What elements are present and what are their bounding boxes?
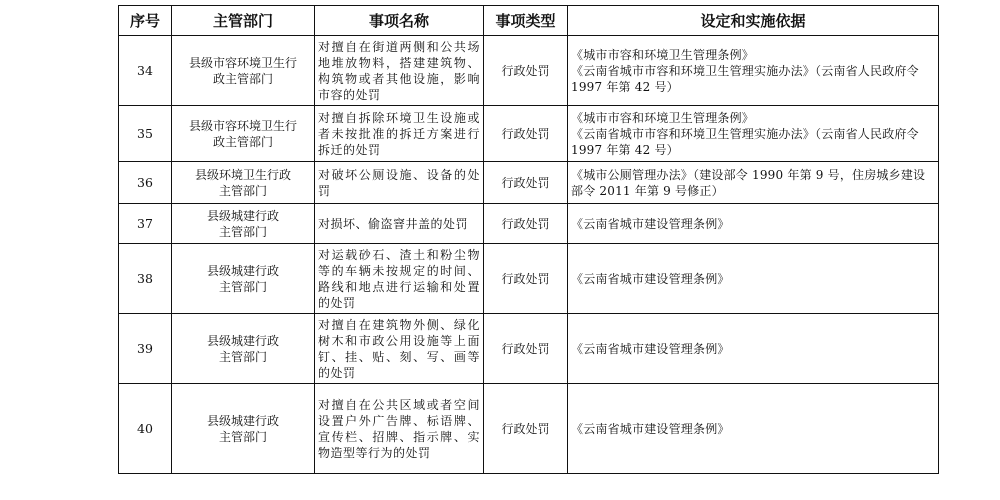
row-basis	[568, 162, 939, 204]
row-item-name: 对擅自在建筑物外侧、绿化树木和市政公用设施等上面钉、挂、贴、刻、写、画等的处罚	[315, 314, 484, 384]
header-seq: 序号	[119, 6, 172, 36]
header-dept: 主管部门	[172, 6, 315, 36]
row-basis	[568, 36, 939, 106]
row-type: 行政处罚	[484, 384, 568, 474]
basis-line: 《云南省城市建设管理条例》	[571, 271, 730, 286]
row-seq: 39	[119, 314, 172, 384]
row-basis	[568, 244, 939, 314]
row-seq: 37	[119, 204, 172, 244]
row-item-name: 对擅自在街道两侧和公共场地堆放物料，搭建建筑物、构筑物或者其他设施，影响市容的处罚	[315, 36, 484, 106]
row-type: 行政处罚	[484, 244, 568, 314]
basis-line: 《云南省城市建设管理条例》	[571, 421, 730, 436]
row-seq: 36	[119, 162, 172, 204]
row-type: 行政处罚	[484, 204, 568, 244]
row-type: 行政处罚	[484, 314, 568, 384]
basis-line: 《城市公厕管理办法》（建设部令 1990 年第 9 号，住房城乡建设部令 2011 年第 9 号修正）	[571, 167, 926, 198]
table-row	[119, 36, 939, 106]
administrative-items-table	[118, 5, 939, 474]
table-header-row	[119, 6, 939, 36]
basis-line: 《云南省城市建设管理条例》	[571, 341, 730, 356]
row-basis	[568, 204, 939, 244]
row-dept: 县级城建行政主管部门	[172, 244, 315, 314]
row-seq: 38	[119, 244, 172, 314]
row-seq: 40	[119, 384, 172, 474]
row-seq: 34	[119, 36, 172, 106]
table-row	[119, 244, 939, 314]
row-basis	[568, 384, 939, 474]
table-row	[119, 204, 939, 244]
table-row	[119, 162, 939, 204]
row-item-name: 对损坏、偷盗窨井盖的处罚	[315, 204, 484, 244]
row-dept: 县级环境卫生行政主管部门	[172, 162, 315, 204]
basis-line: 《云南省城市市容和环境卫生管理实施办法》（云南省人民政府令 1997 年第 42 号）	[571, 63, 919, 94]
header-basis: 设定和实施依据	[568, 6, 939, 36]
basis-line: 《城市市容和环境卫生管理条例》	[571, 47, 755, 62]
document-page	[118, 5, 938, 474]
row-dept: 县级市容环境卫生行政主管部门	[172, 106, 315, 162]
row-type: 行政处罚	[484, 162, 568, 204]
table-row	[119, 106, 939, 162]
header-name: 事项名称	[315, 6, 484, 36]
row-dept: 县级城建行政主管部门	[172, 204, 315, 244]
table-row	[119, 314, 939, 384]
row-basis	[568, 314, 939, 384]
row-item-name: 对破坏公厕设施、设备的处罚	[315, 162, 484, 204]
row-item-name: 对擅自拆除环境卫生设施或者未按批准的拆迁方案进行拆迁的处罚	[315, 106, 484, 162]
basis-line: 《云南省城市市容和环境卫生管理实施办法》（云南省人民政府令 1997 年第 42 号）	[571, 126, 919, 157]
table-row	[119, 384, 939, 474]
row-dept: 县级市容环境卫生行政主管部门	[172, 36, 315, 106]
header-type: 事项类型	[484, 6, 568, 36]
row-item-name: 对擅自在公共区域或者空间设置户外广告牌、标语牌、宣传栏、招牌、指示牌、实物造型等行为的处罚	[315, 384, 484, 474]
basis-line: 《城市市容和环境卫生管理条例》	[571, 110, 755, 125]
row-dept: 县级城建行政主管部门	[172, 314, 315, 384]
row-basis	[568, 106, 939, 162]
row-type: 行政处罚	[484, 106, 568, 162]
row-type: 行政处罚	[484, 36, 568, 106]
row-item-name: 对运载砂石、渣土和粉尘物等的车辆未按规定的时间、路线和地点进行运输和处置的处罚	[315, 244, 484, 314]
row-seq: 35	[119, 106, 172, 162]
basis-line: 《云南省城市建设管理条例》	[571, 216, 730, 231]
row-dept: 县级城建行政主管部门	[172, 384, 315, 474]
